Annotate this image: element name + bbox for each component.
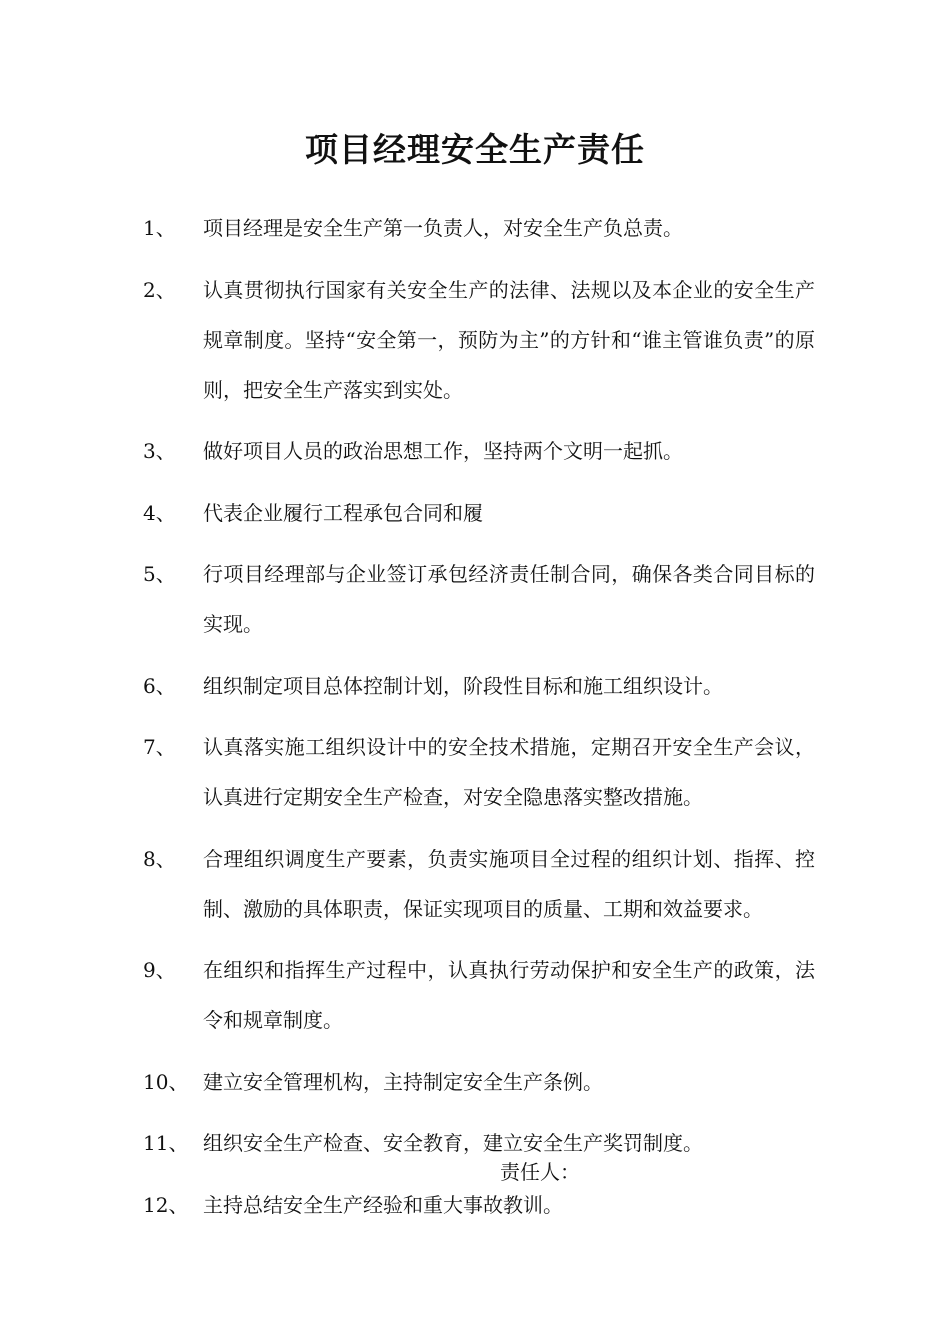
item-text: 组织安全生产检查、安全教育，建立安全生产奖罚制度。: [203, 1131, 703, 1155]
document-title: 项目经理安全生产责任: [305, 130, 645, 169]
item-number: 12、: [143, 1192, 189, 1217]
item-text: 认真落实施工组织设计中的安全技术措施，定期召开安全生产会议，认真进行定期安全生产检查，对安全隐患落实整改措施。: [203, 735, 815, 809]
item-number: 2、: [143, 277, 176, 302]
list-item: [0, 834, 950, 934]
item-number: 10、: [143, 1069, 189, 1094]
item-number: 9、: [143, 958, 176, 982]
list-item: [0, 426, 950, 476]
item-number: 1、: [143, 216, 176, 240]
item-number: 7、: [143, 735, 176, 759]
item-number: 6、: [143, 673, 176, 698]
list-item: [0, 722, 950, 822]
list-item: [0, 661, 950, 711]
list-item: [0, 549, 950, 649]
responsibility-list: [0, 203, 950, 1241]
item-text: 建立安全管理机构，主持制定安全生产条例。: [203, 1069, 603, 1094]
item-text: 认真贯彻执行国家有关安全生产的法律、法规以及本企业的安全生产规章制度。坚持“安全第一，预防为主”的方针和“谁主管谁负责”的原则，把安全生产落实到实处。: [203, 277, 815, 402]
item-number: 5、: [143, 562, 176, 586]
item-number: 8、: [143, 846, 176, 871]
list-item: [0, 1118, 950, 1168]
list-item: [0, 488, 950, 538]
item-number: 3、: [143, 439, 176, 463]
signature-label: 责任人：: [500, 1160, 580, 1184]
list-item: [0, 203, 950, 253]
item-text: 主持总结安全生产经验和重大事故教训。: [203, 1192, 563, 1217]
list-item: [0, 1180, 950, 1230]
list-item: [0, 1057, 950, 1107]
item-text: 项目经理是安全生产第一负责人，对安全生产负总责。: [203, 216, 683, 240]
item-text: 做好项目人员的政治思想工作，坚持两个文明一起抓。: [203, 439, 683, 463]
list-item: [0, 945, 950, 1045]
item-text: 组织制定项目总体控制计划，阶段性目标和施工组织设计。: [203, 673, 723, 698]
item-text: 代表企业履行工程承包合同和履: [203, 500, 483, 525]
item-text: 行项目经理部与企业签订承包经济责任制合同，确保各类合同目标的实现。: [203, 562, 815, 636]
item-number: 11、: [143, 1131, 189, 1155]
item-text: 合理组织调度生产要素，负责实施项目全过程的组织计划、指挥、控制、激励的具体职责，保证实现项目的质量、工期和效益要求。: [203, 846, 815, 921]
item-text: 在组织和指挥生产过程中，认真执行劳动保护和安全生产的政策，法令和规章制度。: [203, 958, 815, 1032]
item-number: 4、: [143, 500, 176, 525]
list-item: [0, 265, 950, 415]
